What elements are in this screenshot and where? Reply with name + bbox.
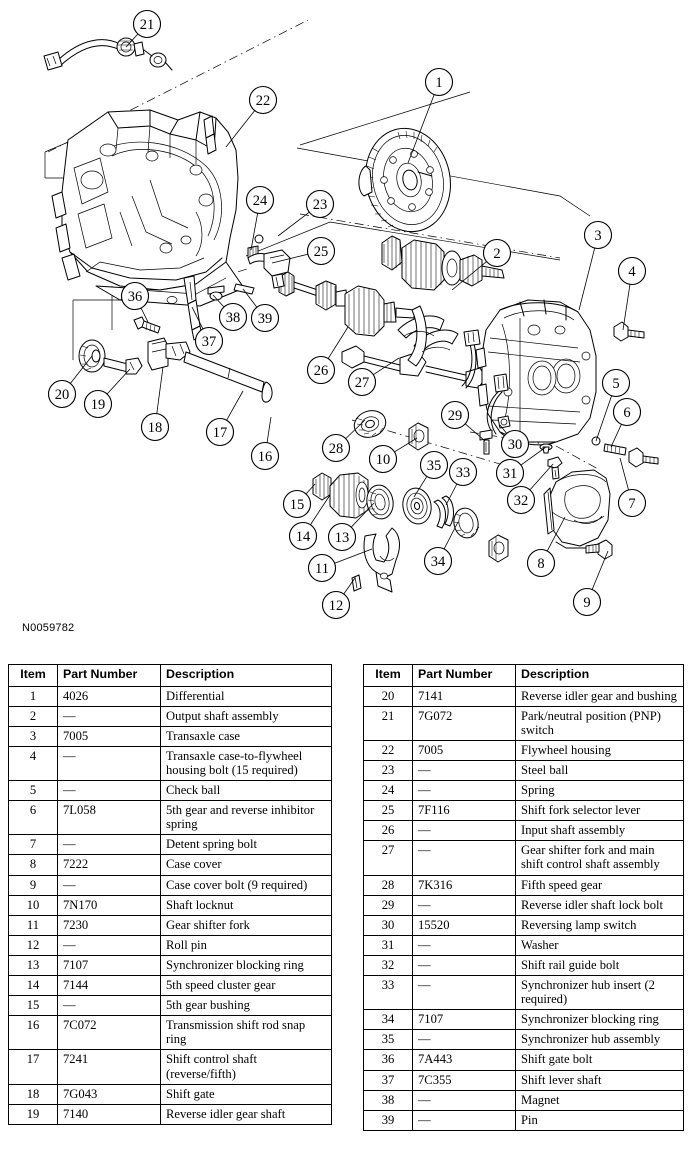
leader-line-24 xyxy=(251,213,258,250)
cell-part-number: 7C072 xyxy=(58,1016,161,1050)
callout-2[interactable] xyxy=(484,240,511,267)
table-row xyxy=(364,841,684,875)
callout-12[interactable] xyxy=(323,592,350,619)
part-steel-ball xyxy=(255,235,263,243)
cell-description: Reverse idler shaft lock bolt xyxy=(516,895,684,915)
part-fifth-speed-gear xyxy=(351,406,390,441)
cell-description: Reverse idler gear shaft xyxy=(161,1104,332,1124)
table-row xyxy=(364,740,684,760)
part-reverse-idler-shaft-lock-bolt xyxy=(480,430,492,454)
cell-description: Reverse idler gear and bushing xyxy=(516,686,684,706)
leader-line-5 xyxy=(596,396,612,441)
cell-item: 22 xyxy=(364,740,413,760)
cell-item: 2 xyxy=(9,706,58,726)
callout-3[interactable] xyxy=(585,222,612,249)
cell-description: Case cover bolt (9 required) xyxy=(161,875,332,895)
cell-item: 28 xyxy=(364,875,413,895)
callout-number-19: 19 xyxy=(90,397,106,414)
callout-number-39: 39 xyxy=(257,311,273,328)
callout-30[interactable] xyxy=(502,431,529,458)
cell-description: 5th gear bushing xyxy=(161,996,332,1016)
cell-part-number: 7107 xyxy=(58,955,161,975)
leader-line-3 xyxy=(579,248,595,310)
cell-description: Output shaft assembly xyxy=(161,706,332,726)
callout-11[interactable] xyxy=(309,555,336,582)
table-row xyxy=(364,686,684,706)
table-row xyxy=(364,875,684,895)
part-input-shaft-assembly xyxy=(279,272,414,336)
cell-part-number: — xyxy=(413,761,516,781)
cell-part-number: 7005 xyxy=(413,740,516,760)
table-row xyxy=(9,915,332,935)
part-synchronizer-blocking-ring-34 xyxy=(451,506,481,540)
table-row xyxy=(9,1104,332,1124)
cell-part-number: — xyxy=(58,746,161,780)
callout-number-6: 6 xyxy=(623,405,631,422)
cell-item: 33 xyxy=(364,976,413,1010)
cell-part-number: — xyxy=(58,706,161,726)
callout-4[interactable] xyxy=(619,258,646,285)
callout-13[interactable] xyxy=(329,524,356,551)
cell-description: Park/neutral position (PNP) switch xyxy=(516,706,684,740)
table-row xyxy=(364,761,684,781)
cell-part-number: 7F116 xyxy=(413,801,516,821)
callout-number-8: 8 xyxy=(537,556,545,573)
cell-part-number: — xyxy=(413,895,516,915)
column-header-description: Description xyxy=(161,665,332,687)
cell-description: Synchronizer hub assembly xyxy=(516,1030,684,1050)
part-washer xyxy=(540,444,552,453)
cell-item: 15 xyxy=(9,996,58,1016)
cell-part-number: — xyxy=(58,781,161,801)
cell-part-number: 7005 xyxy=(58,726,161,746)
cell-part-number: — xyxy=(413,781,516,801)
part-shift-gate xyxy=(148,338,190,370)
callout-39[interactable] xyxy=(252,305,279,332)
leader-line-34 xyxy=(444,522,458,549)
table-header-row xyxy=(364,665,684,687)
cell-part-number: — xyxy=(413,935,516,955)
table-row xyxy=(364,915,684,935)
callout-number-28: 28 xyxy=(328,441,344,458)
callout-37[interactable] xyxy=(196,328,223,355)
cell-item: 17 xyxy=(9,1050,58,1084)
callout-10[interactable] xyxy=(370,446,397,473)
cell-description: Synchronizer blocking ring xyxy=(516,1010,684,1030)
callout-20[interactable] xyxy=(49,381,76,408)
part-snap-ring xyxy=(262,382,272,402)
part-shaft-locknut-lower xyxy=(489,535,508,562)
callout-number-5: 5 xyxy=(612,376,620,393)
cell-part-number: 7140 xyxy=(58,1104,161,1124)
cell-item: 29 xyxy=(364,895,413,915)
table-row xyxy=(9,855,332,875)
part-5th-speed-cluster-gear xyxy=(330,473,368,518)
table-row xyxy=(9,976,332,996)
part-case-cover-bolt xyxy=(586,540,612,559)
leader-line-18 xyxy=(157,367,163,414)
part-pnp-switch xyxy=(44,38,172,70)
callout-number-21: 21 xyxy=(139,17,155,34)
cell-part-number: — xyxy=(413,841,516,875)
table-row xyxy=(364,1090,684,1110)
cell-description: Shift lever shaft xyxy=(516,1070,684,1090)
callout-number-15: 15 xyxy=(289,497,305,514)
table-row xyxy=(364,955,684,975)
callout-9[interactable] xyxy=(574,589,601,616)
cell-description: Transaxle case-to-flywheel housing bolt (15 required) xyxy=(161,746,332,780)
table-row xyxy=(364,895,684,915)
callout-number-18: 18 xyxy=(147,420,163,437)
callout-number-27: 27 xyxy=(354,375,370,392)
callout-27[interactable] xyxy=(349,369,376,396)
cell-item: 6 xyxy=(9,801,58,835)
cell-description: Flywheel housing xyxy=(516,740,684,760)
leader-line-6 xyxy=(611,424,621,447)
callout-number-22: 22 xyxy=(255,93,271,110)
part-5th-gear-bushing xyxy=(313,473,331,500)
cell-part-number: — xyxy=(413,1030,516,1050)
table-row xyxy=(364,1070,684,1090)
leader-line-22 xyxy=(226,111,255,147)
leader-line-27 xyxy=(373,358,399,375)
part-detent-spring-bolt xyxy=(629,448,658,467)
part-case-to-flywheel-bolt xyxy=(614,322,644,341)
callout-35[interactable] xyxy=(421,452,448,479)
cell-part-number: — xyxy=(413,821,516,841)
cell-description: 5th speed cluster gear xyxy=(161,976,332,996)
part-reverse-idler-gear-shaft xyxy=(104,358,142,374)
callout-number-17: 17 xyxy=(212,425,228,442)
cell-description: Gear shifter fork xyxy=(161,915,332,935)
cell-item: 23 xyxy=(364,761,413,781)
table-row xyxy=(364,1010,684,1030)
cell-item: 24 xyxy=(364,781,413,801)
cell-item: 12 xyxy=(9,935,58,955)
cell-item: 32 xyxy=(364,955,413,975)
callout-29[interactable] xyxy=(442,402,469,429)
callout-number-9: 9 xyxy=(583,595,591,612)
leader-line-17 xyxy=(227,391,243,420)
cell-description: Shaft locknut xyxy=(161,895,332,915)
cell-item: 18 xyxy=(9,1084,58,1104)
part-inhibitor-spring xyxy=(604,444,626,455)
cell-item: 31 xyxy=(364,935,413,955)
table-row xyxy=(9,996,332,1016)
part-pin xyxy=(234,284,254,294)
cell-item: 5 xyxy=(9,781,58,801)
callout-38[interactable] xyxy=(220,304,247,331)
part-shift-rail-guide-bolt xyxy=(548,457,562,479)
cell-part-number: — xyxy=(413,1110,516,1130)
cell-description: Case cover xyxy=(161,855,332,875)
cell-description: Input shaft assembly xyxy=(516,821,684,841)
leader-line-7 xyxy=(620,458,629,490)
leader-line-19 xyxy=(107,369,130,394)
callout-17[interactable] xyxy=(207,419,234,446)
callout-22[interactable] xyxy=(250,87,277,114)
callout-number-11: 11 xyxy=(315,561,329,578)
part-shift-control-shaft xyxy=(184,352,264,392)
table-row xyxy=(364,1110,684,1130)
callout-15[interactable] xyxy=(284,491,311,518)
table-row xyxy=(9,726,332,746)
leader-line-16 xyxy=(267,417,271,443)
table-row xyxy=(364,976,684,1010)
table-row xyxy=(364,935,684,955)
part-synchronizer-hub-insert xyxy=(434,496,453,528)
callout-21[interactable] xyxy=(134,11,161,38)
cell-part-number: — xyxy=(58,935,161,955)
part-reversing-lamp-switch xyxy=(498,416,510,428)
cell-item: 10 xyxy=(9,895,58,915)
part-case-cover xyxy=(544,470,610,548)
table-row xyxy=(364,781,684,801)
cell-part-number: 7G072 xyxy=(413,706,516,740)
part-differential xyxy=(356,120,460,239)
parts-table-right xyxy=(363,664,684,1131)
callout-number-26: 26 xyxy=(313,363,329,380)
callout-number-13: 13 xyxy=(334,530,350,547)
table-row xyxy=(364,821,684,841)
callout-number-33: 33 xyxy=(455,465,471,482)
callout-number-38: 38 xyxy=(225,310,241,327)
table-row xyxy=(9,746,332,780)
part-shaft-locknut-upper xyxy=(409,423,428,450)
callout-number-32: 32 xyxy=(513,493,529,510)
callout-number-29: 29 xyxy=(447,408,463,425)
cell-description: Synchronizer hub insert (2 required) xyxy=(516,976,684,1010)
cell-part-number: 7A443 xyxy=(413,1050,516,1070)
cell-description: Transaxle case xyxy=(161,726,332,746)
callout-28[interactable] xyxy=(323,435,350,462)
cell-description: Shift gate xyxy=(161,1084,332,1104)
cell-item: 26 xyxy=(364,821,413,841)
cell-item: 14 xyxy=(9,976,58,996)
cell-item: 36 xyxy=(364,1050,413,1070)
callout-number-14: 14 xyxy=(295,529,311,546)
table-row xyxy=(9,895,332,915)
cell-part-number: 7222 xyxy=(58,855,161,875)
callout-number-20: 20 xyxy=(54,387,70,404)
callout-24[interactable] xyxy=(247,187,274,214)
cell-part-number: — xyxy=(58,996,161,1016)
callout-number-1: 1 xyxy=(435,75,443,92)
part-shift-fork-selector-lever xyxy=(248,250,290,288)
callout-number-34: 34 xyxy=(430,554,446,571)
column-header-description: Description xyxy=(516,665,684,687)
part-synchronizer-blocking-ring-13 xyxy=(364,483,396,521)
cell-description: Detent spring bolt xyxy=(161,835,332,855)
leader-line-4 xyxy=(623,284,630,330)
callout-number-24: 24 xyxy=(252,193,268,210)
cell-part-number: 7K316 xyxy=(413,875,516,895)
cell-item: 11 xyxy=(9,915,58,935)
cell-part-number: 4026 xyxy=(58,686,161,706)
callout-number-25: 25 xyxy=(313,244,329,261)
callout-number-37: 37 xyxy=(201,334,217,351)
cell-description: Check ball xyxy=(161,781,332,801)
cell-item: 13 xyxy=(9,955,58,975)
parts-table-left xyxy=(8,664,332,1125)
table-row xyxy=(9,686,332,706)
cell-description: Gear shifter fork and main shift control shaft assembly xyxy=(516,841,684,875)
cell-item: 21 xyxy=(364,706,413,740)
callout-26[interactable] xyxy=(308,357,335,384)
cell-description: Synchronizer blocking ring xyxy=(161,955,332,975)
callout-number-4: 4 xyxy=(628,264,636,281)
cell-item: 19 xyxy=(9,1104,58,1124)
cell-item: 3 xyxy=(9,726,58,746)
cell-item: 1 xyxy=(9,686,58,706)
callout-1[interactable] xyxy=(426,69,453,96)
callout-18[interactable] xyxy=(142,414,169,441)
cell-part-number: — xyxy=(413,1090,516,1110)
leader-line-32 xyxy=(530,464,553,490)
callout-32[interactable] xyxy=(508,487,535,514)
cell-part-number: 7230 xyxy=(58,915,161,935)
callout-number-10: 10 xyxy=(375,452,391,469)
cell-part-number: 7144 xyxy=(58,976,161,996)
cell-part-number: 7241 xyxy=(58,1050,161,1084)
cell-item: 16 xyxy=(9,1016,58,1050)
cell-item: 35 xyxy=(364,1030,413,1050)
table-row xyxy=(9,835,332,855)
cell-item: 25 xyxy=(364,801,413,821)
callout-23[interactable] xyxy=(307,191,334,218)
cell-item: 39 xyxy=(364,1110,413,1130)
table-row xyxy=(364,1050,684,1070)
callout-number-16: 16 xyxy=(257,449,273,466)
cell-description: Shift control shaft (reverse/fifth) xyxy=(161,1050,332,1084)
callout-36[interactable] xyxy=(122,283,149,310)
cell-description: Spring xyxy=(516,781,684,801)
part-roll-pin xyxy=(352,575,361,591)
table-row xyxy=(364,801,684,821)
cell-description: Reversing lamp switch xyxy=(516,915,684,935)
cell-part-number: 15520 xyxy=(413,915,516,935)
part-gear-shifter-fork xyxy=(364,528,399,592)
cell-part-number: — xyxy=(58,875,161,895)
callout-16[interactable] xyxy=(252,443,279,470)
callout-number-30: 30 xyxy=(507,437,523,454)
cell-item: 37 xyxy=(364,1070,413,1090)
cell-item: 9 xyxy=(9,875,58,895)
table-row xyxy=(9,935,332,955)
cell-item: 27 xyxy=(364,841,413,875)
cell-item: 8 xyxy=(9,855,58,875)
cell-item: 34 xyxy=(364,1010,413,1030)
callout-19[interactable] xyxy=(85,391,112,418)
cell-description: Fifth speed gear xyxy=(516,875,684,895)
callout-14[interactable] xyxy=(290,523,317,550)
figure-code: N0059782 xyxy=(22,622,75,634)
cell-item: 30 xyxy=(364,915,413,935)
part-flywheel-housing xyxy=(52,110,244,306)
callout-number-7: 7 xyxy=(628,496,636,513)
table-row xyxy=(364,706,684,740)
callout-number-31: 31 xyxy=(502,466,518,483)
callout-6[interactable] xyxy=(614,399,641,426)
table-row xyxy=(9,801,332,835)
part-transaxle-case xyxy=(476,300,596,448)
column-header-item: Item xyxy=(364,665,413,687)
cell-part-number: 7N170 xyxy=(58,895,161,915)
part-output-shaft-assembly xyxy=(382,236,504,290)
cell-description: Pin xyxy=(516,1110,684,1130)
callout-number-23: 23 xyxy=(312,197,328,214)
table-row xyxy=(9,955,332,975)
callout-number-35: 35 xyxy=(426,458,442,475)
callout-number-2: 2 xyxy=(493,246,501,263)
table-row xyxy=(9,1084,332,1104)
callout-number-36: 36 xyxy=(127,289,143,306)
cell-part-number: 7L058 xyxy=(58,801,161,835)
cell-part-number: 7G043 xyxy=(58,1084,161,1104)
cell-part-number: — xyxy=(413,976,516,1010)
callout-8[interactable] xyxy=(528,550,555,577)
cell-description: Shift rail guide bolt xyxy=(516,955,684,975)
callout-number-12: 12 xyxy=(328,598,344,615)
column-header-part-number: Part Number xyxy=(58,665,161,687)
cell-description: 5th gear and reverse inhibitor spring xyxy=(161,801,332,835)
cell-item: 7 xyxy=(9,835,58,855)
leader-line-9 xyxy=(592,551,608,590)
callout-7[interactable] xyxy=(619,490,646,517)
cell-description: Steel ball xyxy=(516,761,684,781)
table-row xyxy=(9,781,332,801)
callout-number-3: 3 xyxy=(594,228,602,245)
column-header-part-number: Part Number xyxy=(413,665,516,687)
cell-part-number: 7C355 xyxy=(413,1070,516,1090)
table-header-row xyxy=(9,665,332,687)
cell-item: 20 xyxy=(364,686,413,706)
callout-31[interactable] xyxy=(497,460,524,487)
callout-34[interactable] xyxy=(425,548,452,575)
callout-33[interactable] xyxy=(450,459,477,486)
cell-description: Transmission shift rod snap ring xyxy=(161,1016,332,1050)
cell-part-number: 7141 xyxy=(413,686,516,706)
column-header-item: Item xyxy=(9,665,58,687)
cell-description: Magnet xyxy=(516,1090,684,1110)
callout-25[interactable] xyxy=(308,238,335,265)
leader-line-14 xyxy=(310,495,330,525)
cell-description: Differential xyxy=(161,686,332,706)
callout-5[interactable] xyxy=(603,370,630,397)
table-row xyxy=(364,1030,684,1050)
cell-description: Shift gate bolt xyxy=(516,1050,684,1070)
cell-part-number: — xyxy=(58,835,161,855)
cell-part-number: — xyxy=(413,955,516,975)
cell-item: 38 xyxy=(364,1090,413,1110)
cell-part-number: 7107 xyxy=(413,1010,516,1030)
cell-description: Shift fork selector lever xyxy=(516,801,684,821)
table-row xyxy=(9,1016,332,1050)
cell-item: 4 xyxy=(9,746,58,780)
table-row xyxy=(9,706,332,726)
table-row xyxy=(9,875,332,895)
cell-description: Roll pin xyxy=(161,935,332,955)
cell-description: Washer xyxy=(516,935,684,955)
table-row xyxy=(9,1050,332,1084)
